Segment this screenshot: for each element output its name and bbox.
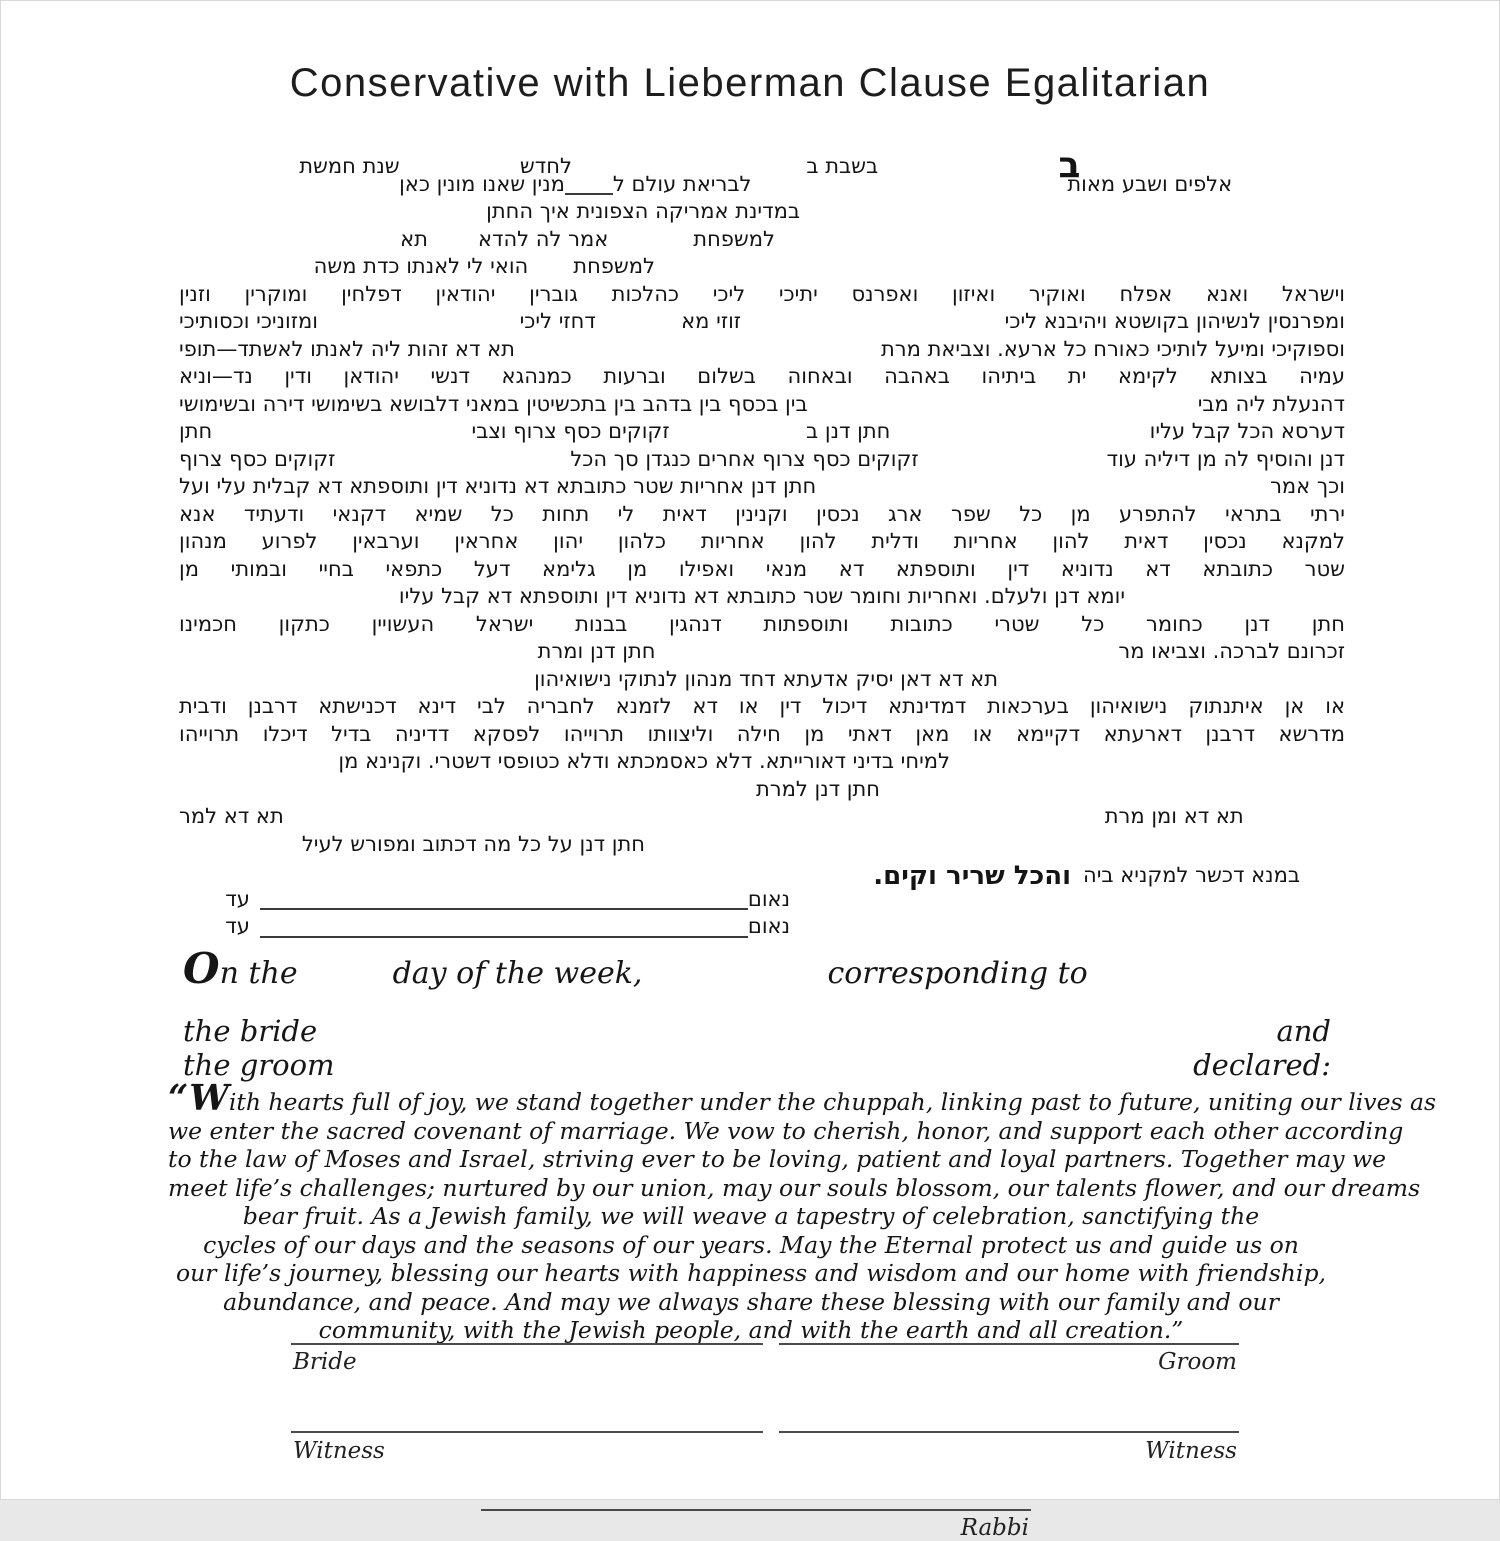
hebrew-text-segment: חתן דנן על כל מה דכתוב ומפורש לעיל (301, 831, 645, 856)
hebrew-text-segment: זקוקים כסף צרוף וצבי (471, 419, 670, 443)
hebrew-text-segment: דחזי ליכי (519, 309, 596, 333)
fill-in-blank (1244, 822, 1345, 823)
fill-in-blank (428, 245, 478, 246)
fill-in-blank (179, 657, 538, 658)
hebrew-text-line (179, 887, 1345, 915)
fill-in-blank (528, 272, 573, 273)
fill-in-blank (816, 492, 1270, 493)
hebrew-text-segment: דנן והוסיף לה מן דיליה עוד (1106, 446, 1345, 471)
english-text-segment: corresponding to (827, 956, 1088, 991)
rabbi-signature-label: Rabbi (960, 1515, 1029, 1541)
hebrew-text-segment: וספוקיכי ומיעל לותיכי כאורח כל ארעא. וצביאת מרת (880, 336, 1345, 361)
signature-blank-line (260, 922, 748, 938)
hebrew-text-line (179, 419, 1345, 447)
fill-in-blank (998, 685, 1345, 686)
declaration-line: cycles of our days and the seasons of our years. May the Eternal protect us and guide us on (203, 1230, 1299, 1259)
hebrew-text-segment: וכך אמר (1270, 474, 1345, 498)
hebrew-text-segment: למיחי בדיני דאורייתא. דלא כאסמכתא ודלא כטופסי דשטרי. וקנינא מן (338, 749, 950, 773)
bride-row-left-text: the bride (183, 1014, 318, 1048)
fill-in-blank (335, 465, 570, 466)
hebrew-text-segment: ב (1058, 145, 1081, 186)
witness-left-signature-line (291, 1431, 763, 1433)
hebrew-text-segment: והכל שריר וקים. (873, 861, 1072, 891)
document-title: Conservative with Lieberman Clause Egalitarian (289, 61, 1211, 105)
bride-row-right-text: and (1276, 1014, 1331, 1048)
fill-in-blank (212, 437, 471, 438)
hebrew-text-line: שטר כתובתא דא נדוניא דין ותוספתא דא מנאי ואפילו מן גלימא דעל כתפאי בחיי ובמותי מן (179, 556, 1345, 581)
fill-in-blank (1232, 190, 1345, 191)
hebrew-text-segment: חתן דנן למרת (755, 776, 880, 801)
hebrew-text-line (179, 474, 1345, 502)
declaration-line: our life’s journey, blessing our hearts with happiness and wisdom and our home with friendship, (176, 1259, 1326, 1287)
hebrew-text-segment: ומפרנסין לנשיהון בקושטא ויהיבנא ליכי (1004, 309, 1345, 333)
hebrew-text-segment: יומא דנן ולעלם. ואחריות וחומר שטר כתובתא דא נדוניא דין ותוספתא דא קבל עליו (398, 584, 1126, 608)
hebrew-text-segment: תא דא דאן יסיק אדעתא דחד מנהון לנתוקי נישואיהון (534, 666, 998, 691)
hebrew-text-segment: תא דא זהות ליה לאנתו לאשתד—תופי (179, 336, 515, 361)
fill-in-blank (950, 767, 1345, 768)
fill-in-blank (919, 465, 1107, 466)
hebrew-text-line: עמיה בצותא לקימא ית ביתיהו באהבה ובאחוה בשלום וברעות כמנהגא דנשי יהודאן ודין נד—וניא (179, 364, 1345, 388)
hebrew-text-segment: למשפחת (693, 226, 775, 251)
declaration-line: abundance, and peace. And may we always share these blessing with our family and our (223, 1287, 1279, 1316)
hebrew-text-segment: במדינת אמריקה הצפונית איך החתן (486, 199, 800, 223)
hebrew-text-line (179, 337, 1345, 365)
english-text-segment: On the (183, 944, 298, 993)
english-date-line (183, 944, 1333, 993)
witness-right-signature-line (779, 1431, 1239, 1433)
hebrew-text-segment: אמר לה להדא (477, 226, 609, 251)
hebrew-text-line (179, 254, 1345, 282)
hebrew-text-segment: חתן דנן ב (806, 419, 891, 443)
fill-in-blank (775, 245, 1345, 246)
fill-in-blank (790, 905, 1345, 906)
fill-in-blank (596, 327, 681, 328)
hebrew-text-segment: נאום (747, 914, 790, 938)
fill-in-blank (179, 190, 399, 191)
hebrew-text-segment: דהנעלת ליה מבי (1197, 391, 1345, 416)
bride-name-row (183, 1014, 1331, 1048)
fill-in-blank (284, 822, 1105, 823)
groom-signature-label: Groom (1158, 1349, 1237, 1375)
hebrew-text-line (179, 749, 1345, 777)
fill-in-blank (890, 437, 1149, 438)
fill-in-blank (608, 245, 693, 246)
hebrew-text-segment: תא (400, 226, 428, 251)
witness-left-signature-label: Witness (293, 1438, 385, 1464)
hebrew-text-line (179, 227, 1345, 255)
hebrew-text-line (179, 859, 1345, 891)
signature-blank-line (565, 179, 613, 195)
fill-in-blank (880, 795, 1345, 796)
hebrew-text-line (179, 309, 1345, 337)
hebrew-text-line: וישראל ואנא אפלח ואוקיר ואיזון ואפרנס יתיכי ליכי כהלכות גוברין יהודאין דפלחין ומוקרין וזנין (179, 281, 1345, 306)
hebrew-text-segment: זקוקים כסף צרוף אחרים כנגדן סך הכל (570, 446, 919, 471)
witness-right-signature-label: Witness (1145, 1438, 1237, 1464)
hebrew-text-line: ירתי בתראי להתפרע מן כל שפר ארג נכסין וקנינין דאית לי תחות כל שמיא דקנאי ודעתיד אנא (179, 501, 1345, 526)
hebrew-text-line: או אן איתנתוק נישואיהון בערכאות דמדינתא דיכול דין או דא לזמנא לחבריה לבי דינא דכנישתא דרבנן ודבית (179, 694, 1345, 718)
hebrew-text-segment: חתן (179, 419, 213, 443)
groom-row-right-text: declared: (1193, 1048, 1331, 1082)
hebrew-text-line (179, 667, 1345, 695)
declaration-line: meet life’s challenges; nurtured by our union, may our souls blossom, our talents flower, and our dreams (168, 1173, 1421, 1202)
groom-signature-line (779, 1343, 1239, 1345)
hebrew-text-line (179, 199, 1345, 227)
bride-signature-line (291, 1343, 763, 1345)
hebrew-text-segment: זוזי מא (681, 309, 742, 333)
hebrew-text-line: למקנא נכסין דאית להון אחריות ודלית להון אחריות כלהון יהון אחראין וערבאין לפרוע מנהון (179, 529, 1345, 553)
fill-in-blank (1071, 881, 1083, 882)
hebrew-text-segment: הואי לי לאנתו כדת משה (313, 254, 529, 278)
fill-in-blank (179, 172, 299, 173)
fill-in-blank (645, 850, 1345, 851)
hebrew-text-segment: שנת חמשת (299, 154, 400, 178)
hebrew-text-line (179, 804, 1345, 832)
fill-in-blank (655, 657, 1118, 658)
hebrew-text-segment: זכרונם לברכה. וצביאו מר (1118, 639, 1345, 663)
hebrew-text-segment: לבריאת עולם ל (612, 171, 752, 196)
declaration-line: bear fruit. As a Jewish family, we will weave a tapestry of celebration, sanctifying the (242, 1202, 1260, 1230)
hebrew-text-line (179, 639, 1345, 667)
hebrew-text-segment: חתן דנן ומרת (537, 639, 656, 663)
hebrew-text-line (179, 447, 1345, 475)
hebrew-text-segment: בין בכסף בין בדהב בין בתכשיטין במאני דלבושא בשימושי דירה ובשימושי (179, 391, 808, 416)
hebrew-text-segment: אלפים ושבע מאות (1067, 171, 1233, 196)
fill-in-blank (790, 932, 1345, 933)
fill-in-blank (741, 327, 1005, 328)
hebrew-text-segment: מנין שאנו מונין כאן (399, 171, 565, 196)
hebrew-text-segment: זקוקים כסף צרוף (179, 446, 336, 471)
fill-in-blank (808, 410, 1198, 411)
fill-in-blank (655, 272, 1345, 273)
declaration-line: we enter the sacred covenant of marriage. We vow to cherish, honor, and support each other according (168, 1116, 1404, 1145)
declaration-line: “With hearts full of joy, we stand together under the chuppah, linking past to future, uniting our lives as (168, 1078, 1437, 1119)
hebrew-text-line (179, 584, 1345, 612)
fill-in-blank (670, 437, 806, 438)
signature-blank-line (260, 894, 748, 910)
english-declaration-paragraph (168, 1078, 1437, 1345)
fill-in-blank (751, 190, 1067, 191)
hebrew-text-segment: עד (225, 914, 250, 938)
hebrew-text-line (179, 392, 1345, 420)
hebrew-text-segment: במנא דכשר למקניא ביה (1083, 863, 1300, 887)
fill-in-blank (878, 172, 1058, 173)
hebrew-text-line (179, 914, 1345, 942)
bride-signature-label: Bride (293, 1349, 357, 1375)
hebrew-text-segment: נאום (747, 886, 790, 911)
groom-row-left-text: the groom (183, 1048, 335, 1082)
hebrew-text-segment: דערסא הכל קבל עליו (1149, 419, 1345, 443)
hebrew-text-segment: חתן דנן אחריות שטר כתובתא דא נדוניא דין ותוספתא דא קבלית עלי ועל (179, 474, 817, 498)
fill-in-blank (515, 355, 881, 356)
hebrew-text-segment: תא דא למר (179, 804, 284, 828)
fill-in-blank (800, 217, 1345, 218)
hebrew-text-segment: בשבת ב (806, 154, 879, 178)
declaration-line: community, with the Jewish people, and with the earth and all creation.” (318, 1316, 1184, 1344)
hebrew-text-line: חתן דנן כחומר כל שטרי כתובות ותוספתות דנהגין בבנות ישראל העשויין כתקון חכמינו (179, 611, 1345, 636)
fill-in-blank (1300, 881, 1345, 882)
hebrew-text-segment: תא דא ומן מרת (1104, 804, 1244, 828)
hebrew-text-line (179, 777, 1345, 805)
english-text-segment: day of the week, (392, 956, 643, 991)
hebrew-text-segment: עד (225, 886, 250, 911)
fill-in-blank (250, 905, 260, 906)
hebrew-text-segment: לחדש (519, 154, 572, 178)
hebrew-text-segment: למשפחת (573, 254, 655, 278)
fill-in-blank (250, 932, 260, 933)
fill-in-blank (318, 327, 520, 328)
hebrew-text-line: מדרשא דרבנן דארעתא דקיימא או מאן דאתי מן חילה וליצוותו תרוייהו לפסקא דדיניה בדיל דיכלו תרוייהו (179, 721, 1345, 746)
hebrew-text-line (179, 832, 1345, 860)
groom-name-row (183, 1048, 1331, 1082)
rabbi-signature-line (481, 1509, 1031, 1511)
hebrew-text-block (179, 144, 1345, 942)
declaration-line: to the law of Moses and Israel, striving ever to be loving, patient and loyal partners. Together may we (168, 1145, 1387, 1173)
hebrew-text-segment: ומזוניכי וכסותיכי (178, 309, 319, 333)
